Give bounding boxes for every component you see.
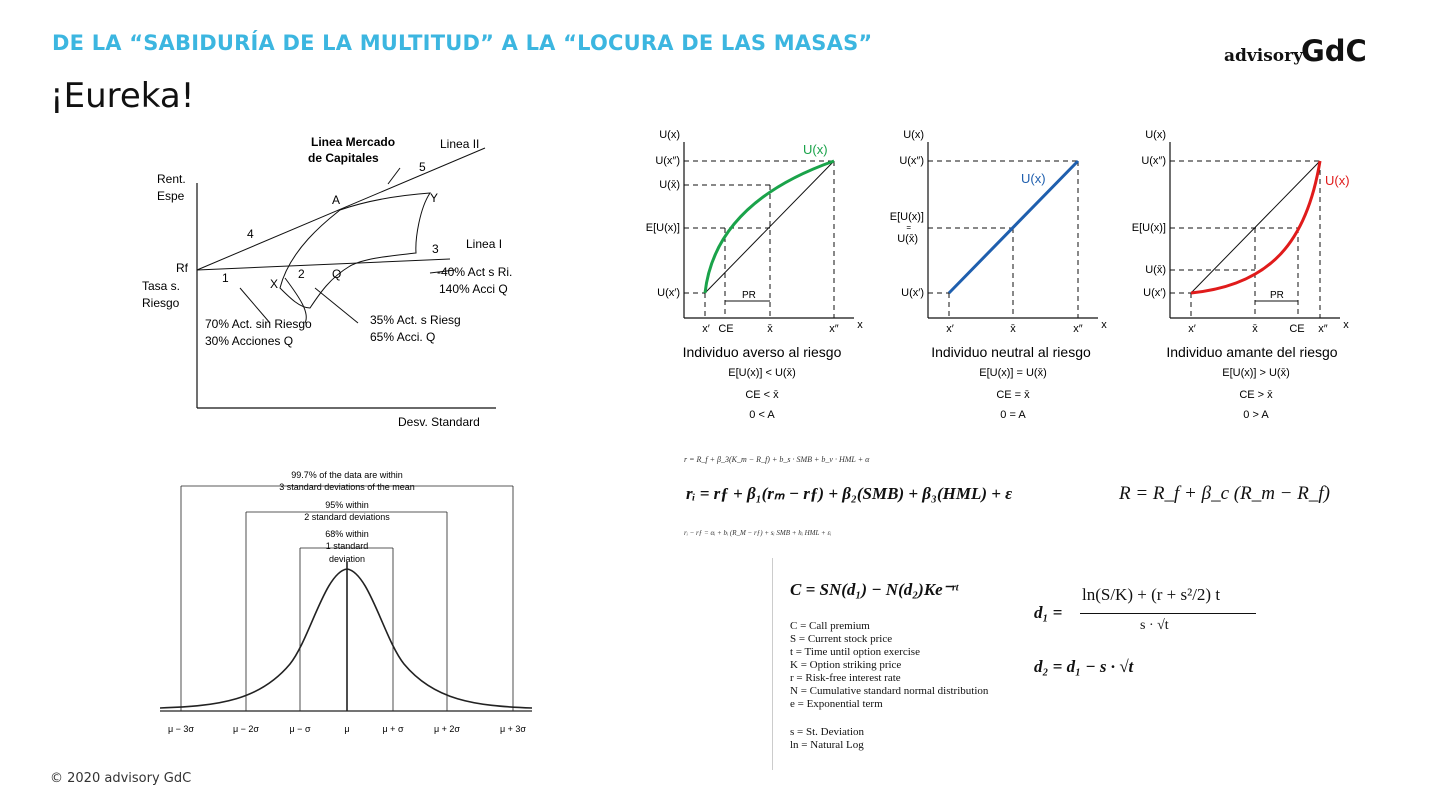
averse-condition-1: CE < x̄ (745, 389, 779, 401)
neutral-ytick-1: E[U(x)] (889, 211, 924, 223)
bs-legend-2: t = Time until option exercise (790, 646, 920, 658)
neutral-ytick-4: U(x′) (901, 287, 924, 299)
neutral-xtick-0: x′ (946, 323, 954, 335)
averse-xtick-0: x′ (702, 323, 710, 335)
capital-market-line-chart (130, 128, 530, 433)
linea-ii-label: Linea II (440, 137, 480, 151)
y-label-line2: Espe (157, 189, 185, 203)
lover-condition-1: CE > x̄ (1239, 389, 1273, 401)
bs-legend-4: r = Risk-free interest rate (790, 672, 901, 684)
band1-line2: 1 standard (325, 541, 369, 551)
bs-legend-6: e = Exponential term (790, 698, 883, 710)
neutral-condition-2: 0 = A (1000, 409, 1026, 421)
point-1: 1 (222, 271, 229, 285)
point-q: Q (332, 267, 342, 281)
band2-line2: 2 standard deviations (304, 512, 390, 522)
lover-curve-label: U(x) (1325, 173, 1350, 188)
point-2: 2 (298, 267, 305, 281)
lover-condition-2: 0 > A (1243, 409, 1269, 421)
neutral-ytick-0: U(x″) (899, 155, 924, 167)
point-y: Y (430, 191, 439, 205)
averse-title: Individuo averso al riesgo (682, 344, 842, 360)
d2-formula: d₂ = d₁ − s · √t (1034, 657, 1134, 676)
point-3: 3 (432, 242, 439, 256)
averse-curve-label: U(x) (803, 142, 828, 157)
band2-line1: 95% within (325, 500, 369, 510)
point-4: 4 (247, 227, 254, 241)
ff-formula-small: r = R_f + β_3(K_m − R_f) + b_s · SMB + b_v · HML + α (684, 455, 870, 464)
y-label-line1: Rent. (157, 172, 186, 186)
rf-desc-line1: Tasa s. (142, 279, 181, 293)
neutral-xtick-2: x″ (1073, 323, 1083, 335)
slide-subtitle: ¡Eureka! (50, 76, 195, 116)
neutral-ytick-3: U(x̄) (897, 233, 918, 245)
averse-y-axis-label: U(x) (659, 129, 680, 141)
averse-xtick-3: x″ (829, 323, 839, 335)
cml-title-line2: de Capitales (308, 151, 379, 165)
rf-label: Rf (176, 261, 188, 275)
lover-title: Individuo amante del riesgo (1166, 344, 1338, 360)
ff-formula-small2: rᵢ − rƒ = αᵢ + bᵢ (R_M − rƒ) + sᵢ SMB + hᵢ HML + εᵢ (684, 529, 832, 537)
neutral-condition-1: CE = x̄ (996, 389, 1030, 401)
x-axis-label: Desv. Standard (398, 415, 480, 429)
normal-distribution-chart (160, 464, 532, 740)
note-mid-line2: 65% Acci. Q (370, 330, 436, 344)
averse-ytick-3: U(x′) (657, 287, 680, 299)
bs-legend-0: C = Call premium (790, 620, 870, 632)
neutral-x-axis-label: x (1101, 319, 1107, 331)
lover-xtick-3: x″ (1318, 323, 1328, 335)
note-left-line2: 30% Acciones Q (205, 334, 294, 348)
lover-xtick-1: x̄ (1252, 323, 1258, 335)
tick-mu: μ (344, 724, 350, 734)
tick-mu-plus-3sigma: μ + 3σ (499, 724, 527, 734)
averse-pr-label: PR (742, 290, 756, 301)
lover-pr-label: PR (1270, 290, 1284, 301)
bs-legend-3: K = Option striking price (790, 659, 902, 671)
lover-ytick-0: U(x″) (1141, 155, 1166, 167)
lover-xtick-2: CE (1289, 323, 1305, 335)
bs-legend-1: S = Current stock price (790, 633, 893, 645)
lover-ytick-3: U(x′) (1143, 287, 1166, 299)
lover-ytick-1: E[U(x)] (1131, 222, 1166, 234)
neutral-xtick-1: x̄ (1010, 323, 1016, 335)
note-right-line1: -40% Act s Ri. (437, 265, 513, 279)
lover-y-axis-label: U(x) (1145, 129, 1166, 141)
d1-denominator: s · √t (1140, 618, 1169, 633)
linea-i-label: Linea I (466, 237, 503, 251)
tick-mu-minus-3sigma: μ − 3σ (167, 724, 195, 734)
point-a: A (332, 193, 341, 207)
cml-title-line1: Linea Mercado (311, 135, 396, 149)
note-mid-line1: 35% Act. s Riesg (370, 313, 461, 327)
averse-ytick-1: U(x̄) (659, 179, 680, 191)
bs-legend-9: ln = Natural Log (790, 739, 864, 751)
utility-chart-lover (1122, 120, 1362, 425)
lover-xtick-0: x′ (1188, 323, 1196, 335)
brand-logo (1224, 34, 1367, 68)
averse-xtick-2: x̄ (767, 323, 773, 335)
lover-x-axis-label: x (1343, 319, 1349, 331)
lover-ytick-2: U(x̄) (1145, 264, 1166, 276)
capm-formula: R = R_f + β_c (R_m − R_f) (1119, 483, 1330, 504)
utility-chart-neutral (880, 120, 1120, 425)
ff-formula-main: rᵢ = rƒ + β₁(rₘ − rƒ) + β₂(SMB) + β₃(HML) + ε (686, 484, 1013, 503)
averse-ytick-0: U(x″) (655, 155, 680, 167)
averse-xtick-1: CE (718, 323, 734, 335)
lover-condition-0: E[U(x)] > U(x̄) (1222, 367, 1290, 379)
neutral-title: Individuo neutral al riesgo (931, 344, 1091, 360)
neutral-y-axis-label: U(x) (903, 129, 924, 141)
averse-condition-2: 0 < A (749, 409, 775, 421)
tick-mu-plus-2sigma: μ + 2σ (433, 724, 461, 734)
tick-mu-plus-sigma: μ + σ (382, 724, 404, 734)
tick-mu-minus-2sigma: μ − 2σ (232, 724, 260, 734)
logo-gdc: GdC (1300, 34, 1367, 68)
averse-condition-0: E[U(x)] < U(x̄) (728, 367, 796, 379)
neutral-curve-label: U(x) (1021, 171, 1046, 186)
neutral-condition-0: E[U(x)] = U(x̄) (979, 367, 1047, 379)
d1-label: d₁ = (1034, 603, 1063, 622)
utility-chart-averse (636, 120, 876, 425)
d1-numerator: ln(S/K) + (r + s²/2) t (1082, 585, 1221, 604)
point-5: 5 (419, 160, 426, 174)
note-right-line2: 140% Acci Q (439, 282, 508, 296)
note-left-line1: 70% Act. sin Riesgo (205, 317, 312, 331)
band1-line1: 68% within (325, 529, 369, 539)
neutral-ytick-2: = (906, 223, 911, 232)
rf-desc-line2: Riesgo (142, 296, 180, 310)
slide-title: DE LA “SABIDURÍA DE LA MULTITUD” A LA “LOCURA DE LAS MASAS” (52, 31, 873, 55)
bs-legend-5: N = Cumulative standard normal distribution (790, 685, 989, 697)
band1-line3: deviation (328, 554, 366, 564)
bs-legend-8: s = St. Deviation (790, 726, 865, 738)
point-x: X (270, 277, 279, 291)
d1-fraction-bar (1080, 613, 1256, 614)
logo-advisory: advisory (1224, 46, 1303, 66)
band3-line1: 99.7% of the data are within (291, 470, 403, 480)
tick-mu-minus-sigma: μ − σ (289, 724, 311, 734)
averse-ytick-2: E[U(x)] (645, 222, 680, 234)
averse-x-axis-label: x (857, 319, 863, 331)
bs-call-formula: C = SN(d₁) − N(d₂)Ke⁻ʳᵗ (790, 580, 959, 599)
band3-line2: 3 standard deviations of the mean (279, 482, 415, 492)
footer-copyright: © 2020 advisory GdC (50, 771, 192, 786)
